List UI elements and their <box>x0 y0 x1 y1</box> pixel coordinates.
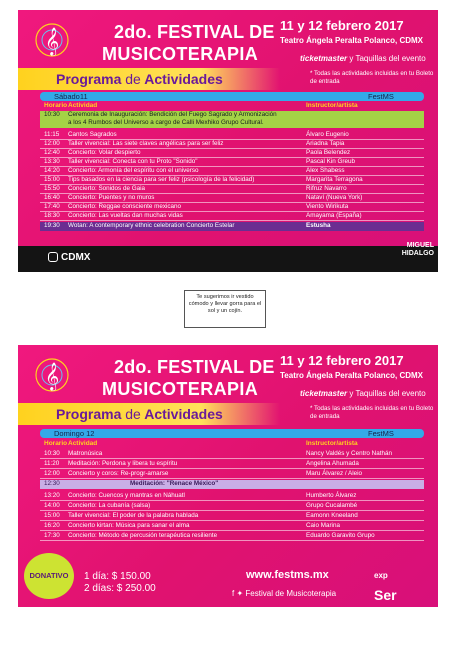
row-activity: Meditación: "Renace México" <box>130 480 219 487</box>
row-activity: Concierto: Reggae consciente mexicano <box>68 203 182 210</box>
row-time: 15:50 <box>44 185 60 192</box>
row-activity: Concierto: Método de percusión terapéutica resiliente <box>68 532 218 539</box>
day-bar <box>40 92 424 101</box>
included-note: * Todas las actividades incluidas en tu Boleto de entrada <box>310 70 434 85</box>
cdmx-text: CDMX <box>61 252 91 263</box>
programa-actividades: Actividades <box>144 71 223 87</box>
row-instructor: Álvaro Eugenio <box>306 131 349 138</box>
exposer-logo <box>374 571 397 603</box>
row-activity: Concierto: Puentes y no muros <box>68 194 155 201</box>
festival-title-line2: MUSICOTERAPIA <box>102 379 259 399</box>
poster-sunday <box>18 345 438 607</box>
row-activity: Concierto: Armonía del espíritu con el universo <box>68 167 199 174</box>
row-time: 18:30 <box>44 212 60 219</box>
festival-title-line2: MUSICOTERAPIA <box>102 44 259 64</box>
schedule-row <box>40 450 424 459</box>
schedule-row <box>40 185 424 194</box>
price-list <box>84 571 156 595</box>
row-time: 11:20 <box>44 460 60 467</box>
event-venue: Teatro Ángela Peralta Polanco, CDMX <box>280 371 423 380</box>
schedule-row <box>40 140 424 149</box>
row-instructor: Angelina Ahumada <box>306 460 359 467</box>
programa-banner <box>18 403 280 425</box>
programa-word: Programa <box>56 406 122 422</box>
tip-box: Te sugerimos ir vestido cómodo y llevar gorra para el sol y un cojín. <box>184 290 266 328</box>
schedule-row <box>40 149 424 158</box>
day-tag: FestMS <box>368 92 394 101</box>
row-activity: Concierto: La cubanía (salsa) <box>68 502 151 509</box>
row-time: 17:40 <box>44 203 60 210</box>
row-instructor: Pascal Kin Greub <box>306 158 356 165</box>
row-time: 12:30 <box>44 480 60 487</box>
schedule-row <box>40 203 424 212</box>
row-time: 19:30 <box>44 222 60 229</box>
row-instructor: Maru Álvarez / Aleio <box>306 470 362 477</box>
col-horario: Horario <box>44 102 68 109</box>
row-time: 15:00 <box>44 176 60 183</box>
row-time: 17:30 <box>44 532 60 539</box>
schedule-row <box>40 167 424 176</box>
col-actividad: Actividad <box>68 440 98 447</box>
row-activity: Concierto: Cuencos y mantras en Náhuatl <box>68 492 185 499</box>
row-activity: Concierto kirtan: Música para sanar el alma <box>68 522 190 529</box>
row-instructor: Margarita Terragona <box>306 176 363 183</box>
row-activity-line2: a los 4 Rumbos del Universo a cargo de Calli Mexhiko Grupo Cultural. <box>68 119 264 126</box>
price-two-days: 2 días: $ 250.00 <box>84 583 156 594</box>
row-activity: Matronúsica <box>68 450 103 457</box>
col-instructor: Instructor/artista <box>306 102 358 109</box>
exposer-ser: Ser <box>374 587 397 603</box>
row-time: 12:00 <box>44 470 60 477</box>
row-activity: Concierto: Sonidos de Gaia <box>68 185 146 192</box>
ticketmaster-brand: ticketmaster <box>300 54 348 63</box>
row-time: 12:00 <box>44 140 60 147</box>
schedule-row-headliner <box>40 222 424 231</box>
row-instructor: Paola Belendez <box>306 149 351 156</box>
treble-clef-flower-logo <box>32 18 72 68</box>
tickets-info <box>300 54 426 63</box>
festival-title-line1: 2do. FESTIVAL DE <box>114 22 275 42</box>
row-activity: Ceremonia de Inauguración: Bendición del Fuego Sagrado y Armonización <box>68 111 277 118</box>
price-one-day: 1 día: $ 150.00 <box>84 571 151 582</box>
row-activity: Concierto y coros: Re-progr-amarse <box>68 470 169 477</box>
row-instructor: Grupo Cucalambé <box>306 502 358 509</box>
exposer-exp: exp <box>374 571 388 580</box>
col-actividad: Actividad <box>68 102 98 109</box>
row-instructor: Amayama (España) <box>306 212 362 219</box>
row-instructor: Eduardo Garavito Grupo <box>306 532 375 539</box>
row-instructor: Humberto Álvarez <box>306 492 357 499</box>
row-time: 14:20 <box>44 167 60 174</box>
svg-text:𝄞: 𝄞 <box>45 27 60 55</box>
programa-actividades: Actividades <box>144 406 223 422</box>
programa-de: de <box>125 406 141 422</box>
schedule-row <box>40 194 424 203</box>
schedule-row <box>40 512 424 521</box>
col-horario: Horario <box>44 440 68 447</box>
programa-banner <box>18 68 280 90</box>
programa-word: Programa <box>56 71 122 87</box>
row-time: 12:40 <box>44 149 60 156</box>
row-activity: Concierto: Volar despierto <box>68 149 141 156</box>
row-activity: Tips basados en la ciencia para ser feliz (psicología de la felicidad) <box>68 176 255 183</box>
cdmx-logo <box>48 252 90 263</box>
row-activity: Taller vivencial: El poder de la palabra hablada <box>68 512 199 519</box>
row-activity: Meditación: Perdona y libera tu espíritu <box>68 460 178 467</box>
tickets-rest: y Taquillas del evento <box>349 389 426 398</box>
schedule-row <box>40 470 424 479</box>
row-activity: Wotan: A contemporary ethnic celebration Concierto Estelar <box>68 222 235 229</box>
tickets-rest: y Taquillas del evento <box>349 54 426 63</box>
mh-line2: HIDALGO <box>401 250 434 257</box>
schedule-row <box>40 212 424 221</box>
social-handle <box>232 589 336 598</box>
row-instructor: Estusha <box>306 222 331 229</box>
row-time: 13:20 <box>44 492 60 499</box>
website-link[interactable]: www.festms.mx <box>246 569 329 581</box>
donativo-badge: DONATIVO <box>24 553 74 599</box>
schedule-row <box>40 460 424 469</box>
svg-text:𝄞: 𝄞 <box>45 362 60 390</box>
row-instructor: Rifruz Navarro <box>306 185 347 192</box>
row-time: 13:30 <box>44 158 60 165</box>
social-text: Festival de Musicoterapia <box>245 589 337 598</box>
row-time: 10:30 <box>44 450 60 457</box>
row-instructor: Alex Shabess <box>306 167 345 174</box>
row-time: 11:15 <box>44 131 60 138</box>
cdmx-icon <box>48 252 58 262</box>
event-venue: Teatro Ángela Peralta Polanco, CDMX <box>280 36 423 45</box>
tickets-info <box>300 389 426 398</box>
row-instructor: Caio Marina <box>306 522 340 529</box>
twitter-icon: ✦ <box>236 589 244 598</box>
row-instructor: Nancy Valdés y Centro Nathán <box>306 450 392 457</box>
treble-clef-flower-logo <box>32 353 72 403</box>
day-label: Domingo 12 <box>54 429 95 438</box>
schedule-row-meditation <box>40 480 424 489</box>
row-time: 15:00 <box>44 512 60 519</box>
mh-line1: MIGUEL <box>406 242 434 249</box>
ticketmaster-brand: ticketmaster <box>300 389 348 398</box>
schedule-row <box>40 158 424 167</box>
row-activity: Concierto: Las vueltas dan muchas vidas <box>68 212 183 219</box>
miguel-hidalgo-logo <box>364 242 434 258</box>
row-activity: Cantos Sagrados <box>68 131 117 138</box>
schedule-row <box>40 176 424 185</box>
row-instructor: Eamonn Kneeland <box>306 512 358 519</box>
included-note: * Todas las actividades incluidas en tu Boleto de entrada <box>310 405 434 420</box>
day-bar <box>40 429 424 438</box>
schedule-row <box>40 532 424 541</box>
event-date: 11 y 12 febrero 2017 <box>280 18 404 33</box>
row-instructor: Viento Wirikuta <box>306 203 349 210</box>
row-time: 16:20 <box>44 522 60 529</box>
row-instructor: Nataví (Nueva York) <box>306 194 363 201</box>
schedule-row <box>40 522 424 531</box>
row-time: 10:30 <box>44 111 60 118</box>
schedule-row <box>40 131 424 140</box>
schedule-row <box>40 111 424 128</box>
schedule-row <box>40 502 424 511</box>
facebook-icon: f <box>232 589 235 598</box>
programa-de: de <box>125 71 141 87</box>
festival-title-line1: 2do. FESTIVAL DE <box>114 357 275 377</box>
row-time: 16:40 <box>44 194 60 201</box>
row-activity: Taller vivencial: Las siete claves angélicas para ser feliz <box>68 140 224 147</box>
event-date: 11 y 12 febrero 2017 <box>280 353 404 368</box>
day-label: Sábado11 <box>54 92 88 101</box>
schedule-row <box>40 492 424 501</box>
row-activity: Taller vivencial: Conecta con tu Proto "Sonido" <box>68 158 198 165</box>
day-tag: FestMS <box>368 429 394 438</box>
row-time: 14:00 <box>44 502 60 509</box>
poster-saturday <box>18 10 438 272</box>
row-instructor: Ariadna Tapia <box>306 140 345 147</box>
col-instructor: Instructor/artista <box>306 440 358 447</box>
